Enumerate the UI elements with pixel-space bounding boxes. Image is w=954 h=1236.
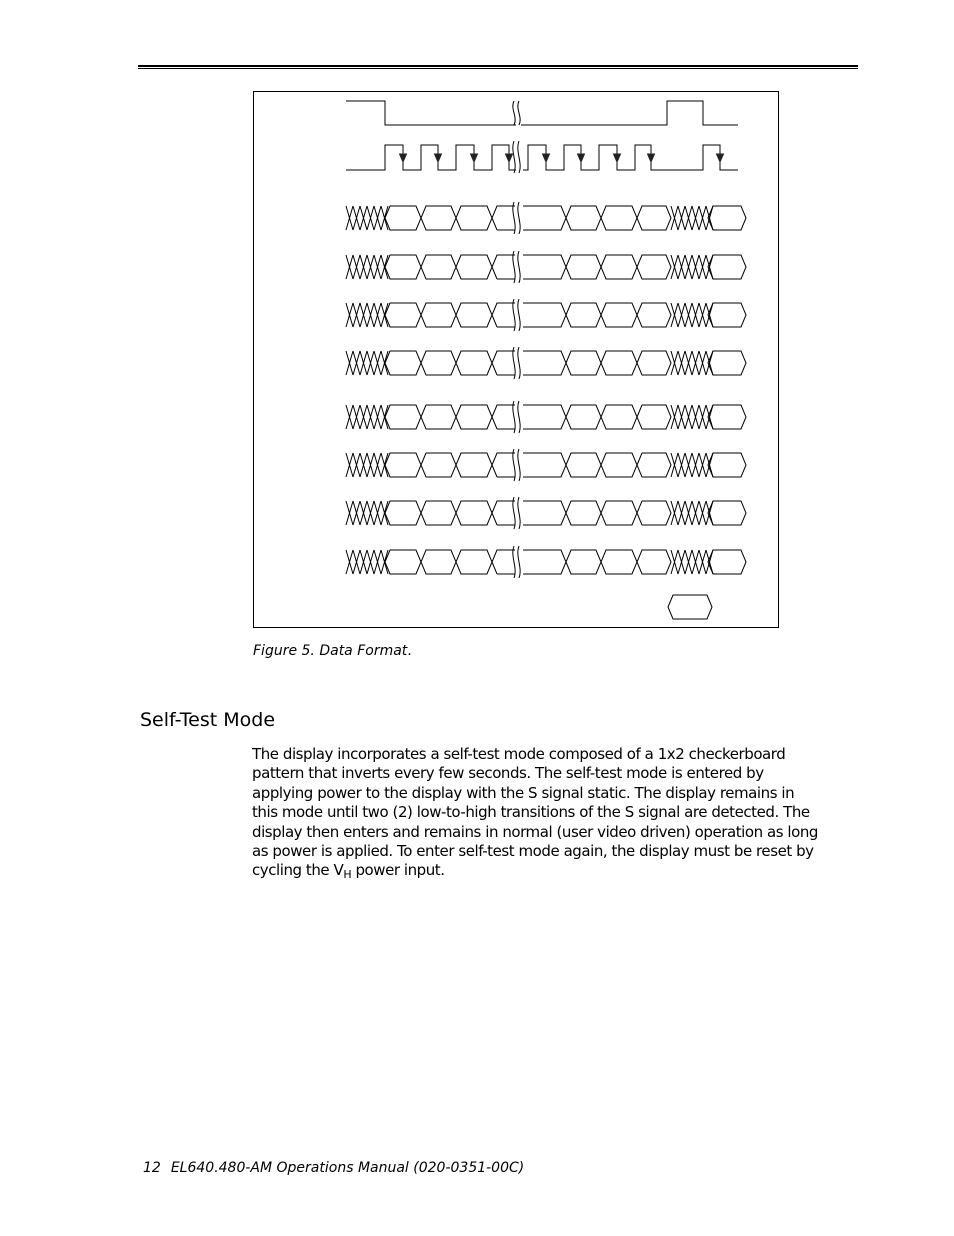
figure-caption-text: Figure 5. Data Format bbox=[253, 643, 408, 659]
bus-data-cell bbox=[637, 303, 671, 327]
bus-data-cell bbox=[566, 550, 601, 574]
bus-transition-hatch bbox=[360, 453, 367, 477]
signal-name-s: S bbox=[624, 803, 634, 822]
bus-transition-hatch bbox=[678, 453, 685, 477]
bus-transition-hatch bbox=[367, 206, 374, 230]
bus-data-cell bbox=[566, 453, 601, 477]
body-text-3: signal are detected. The display then enters and remains in normal (user video driven) operation as long as power is applied. To enter self-test mode again, the display must be reset by cycling the V bbox=[252, 803, 818, 880]
bus-transition-hatch bbox=[346, 206, 353, 230]
bus-data-cell bbox=[708, 303, 746, 327]
bus-transition-hatch bbox=[699, 405, 706, 429]
bus-transition-hatch bbox=[692, 453, 699, 477]
bus-transition-hatch bbox=[360, 351, 367, 375]
body-text-4: power input. bbox=[351, 861, 445, 880]
bus-data-cell bbox=[637, 550, 671, 574]
time-break-mark bbox=[518, 401, 520, 433]
body-paragraph bbox=[252, 745, 822, 881]
bus-data-cell bbox=[708, 405, 746, 429]
bus-transition-hatch bbox=[353, 501, 360, 525]
bus-transition-hatch bbox=[367, 255, 374, 279]
bus-transition-hatch bbox=[360, 303, 367, 327]
bus-data-cell bbox=[492, 453, 515, 477]
bus-data-cell bbox=[637, 206, 671, 230]
bus-transition-hatch bbox=[346, 501, 353, 525]
bus-data-cell bbox=[456, 351, 492, 375]
bus-transition-hatch bbox=[374, 405, 381, 429]
bus-data-cell bbox=[385, 351, 421, 375]
bus-data-cell bbox=[385, 501, 421, 525]
time-break-mark bbox=[518, 251, 520, 283]
bus-data-cell bbox=[523, 550, 566, 574]
bus-transition-hatch bbox=[678, 255, 685, 279]
bus-data-cell bbox=[566, 255, 601, 279]
bus-transition-hatch bbox=[678, 206, 685, 230]
bus-transition-hatch bbox=[699, 206, 706, 230]
bus-data-cell bbox=[456, 453, 492, 477]
bus-transition-hatch bbox=[685, 206, 692, 230]
bus-data-cell bbox=[523, 501, 566, 525]
bus-data-cell bbox=[492, 255, 515, 279]
time-break-mark bbox=[513, 401, 515, 433]
extra-bus-segment bbox=[668, 595, 712, 619]
bus-data-cell bbox=[385, 405, 421, 429]
bus-transition-hatch bbox=[671, 303, 678, 327]
bus-data-cell bbox=[668, 595, 712, 619]
bus-transition-hatch bbox=[360, 550, 367, 574]
bus-transition-hatch bbox=[671, 501, 678, 525]
bus-transition-hatch bbox=[346, 303, 353, 327]
data-bus-rows bbox=[346, 206, 746, 574]
bus-data-cell bbox=[385, 453, 421, 477]
time-break-mark bbox=[513, 141, 515, 173]
data-bus-row bbox=[346, 501, 746, 525]
bus-data-cell bbox=[523, 405, 566, 429]
bus-transition-hatch bbox=[353, 255, 360, 279]
time-break-mark bbox=[513, 546, 515, 578]
frame-signal-trace bbox=[346, 101, 738, 125]
bus-data-cell bbox=[421, 405, 456, 429]
bus-transition-hatch bbox=[353, 351, 360, 375]
time-break-mark bbox=[518, 347, 520, 379]
bus-data-cell bbox=[421, 351, 456, 375]
document-title: EL640.480-AM Operations Manual (020-0351-00C) bbox=[170, 1160, 525, 1176]
bus-transition-hatch bbox=[360, 405, 367, 429]
data-bus-row bbox=[346, 550, 746, 574]
time-break-mark bbox=[518, 449, 520, 481]
time-break-mark bbox=[518, 101, 520, 125]
bus-data-cell bbox=[492, 206, 515, 230]
bus-transition-hatch bbox=[671, 405, 678, 429]
bus-transition-hatch bbox=[353, 550, 360, 574]
bus-data-cell bbox=[523, 453, 566, 477]
time-break-mark bbox=[513, 347, 515, 379]
bus-data-cell bbox=[492, 501, 515, 525]
time-break-mark bbox=[518, 546, 520, 578]
bus-transition-hatch bbox=[346, 550, 353, 574]
bus-data-cell bbox=[637, 501, 671, 525]
time-break-mark bbox=[518, 141, 520, 173]
bus-data-cell bbox=[566, 501, 601, 525]
bus-transition-hatch bbox=[353, 206, 360, 230]
bus-data-cell bbox=[421, 453, 456, 477]
bus-data-cell bbox=[601, 303, 637, 327]
figure-caption bbox=[253, 643, 412, 659]
bus-transition-hatch bbox=[346, 405, 353, 429]
clock-edge-arrow bbox=[648, 154, 655, 162]
bus-transition-hatch bbox=[699, 501, 706, 525]
bus-transition-hatch bbox=[685, 351, 692, 375]
bus-transition-hatch bbox=[367, 453, 374, 477]
bus-data-cell bbox=[601, 255, 637, 279]
bus-transition-hatch bbox=[367, 501, 374, 525]
bus-transition-hatch bbox=[699, 453, 706, 477]
bus-data-cell bbox=[456, 303, 492, 327]
bus-data-cell bbox=[421, 550, 456, 574]
bus-transition-hatch bbox=[671, 255, 678, 279]
timing-diagram-frame bbox=[253, 91, 779, 628]
bus-transition-hatch bbox=[374, 351, 381, 375]
data-bus-row bbox=[346, 206, 746, 230]
bus-data-cell bbox=[601, 453, 637, 477]
time-break-mark bbox=[513, 202, 515, 234]
clock-edge-arrow bbox=[543, 154, 550, 162]
clock-edge-arrow bbox=[717, 154, 724, 162]
data-bus-row bbox=[346, 255, 746, 279]
bus-transition-hatch bbox=[678, 405, 685, 429]
bus-data-cell bbox=[492, 303, 515, 327]
bus-data-cell bbox=[492, 351, 515, 375]
bus-transition-hatch bbox=[346, 351, 353, 375]
time-break-mark bbox=[513, 497, 515, 529]
bus-transition-hatch bbox=[692, 255, 699, 279]
clock-edge-arrows bbox=[400, 154, 724, 162]
bus-transition-hatch bbox=[685, 501, 692, 525]
bus-data-cell bbox=[637, 255, 671, 279]
bus-transition-hatch bbox=[699, 351, 706, 375]
signal-name-s: S bbox=[528, 783, 538, 802]
bus-transition-hatch bbox=[692, 206, 699, 230]
bus-data-cell bbox=[456, 550, 492, 574]
bus-data-cell bbox=[456, 206, 492, 230]
section-heading: Self-Test Mode bbox=[140, 709, 276, 731]
bus-transition-hatch bbox=[685, 255, 692, 279]
bus-transition-hatch bbox=[692, 405, 699, 429]
bus-data-cell bbox=[523, 303, 566, 327]
clock-edge-arrow bbox=[435, 154, 442, 162]
bus-transition-hatch bbox=[678, 501, 685, 525]
bus-transition-hatch bbox=[692, 303, 699, 327]
bus-transition-hatch bbox=[685, 550, 692, 574]
time-break-mark bbox=[518, 299, 520, 331]
subscript-h: H bbox=[343, 868, 352, 882]
bus-data-cell bbox=[637, 405, 671, 429]
bus-data-cell bbox=[456, 405, 492, 429]
bus-transition-hatch bbox=[346, 453, 353, 477]
bus-transition-hatch bbox=[374, 303, 381, 327]
page-number: 12 bbox=[143, 1160, 161, 1176]
bus-transition-hatch bbox=[374, 501, 381, 525]
bus-data-cell bbox=[708, 351, 746, 375]
bus-data-cell bbox=[601, 206, 637, 230]
bus-data-cell bbox=[421, 501, 456, 525]
bus-data-cell bbox=[601, 405, 637, 429]
bus-transition-hatch bbox=[374, 550, 381, 574]
bus-data-cell bbox=[566, 303, 601, 327]
bus-transition-hatch bbox=[367, 303, 374, 327]
bus-data-cell bbox=[385, 206, 421, 230]
bus-transition-hatch bbox=[353, 303, 360, 327]
bus-data-cell bbox=[492, 550, 515, 574]
bus-data-cell bbox=[492, 405, 515, 429]
bus-data-cell bbox=[523, 255, 566, 279]
bus-data-cell bbox=[385, 550, 421, 574]
bus-data-cell bbox=[566, 351, 601, 375]
figure-caption-period: . bbox=[407, 643, 412, 659]
bus-transition-hatch bbox=[692, 501, 699, 525]
data-bus-row bbox=[346, 303, 746, 327]
bus-transition-hatch bbox=[353, 453, 360, 477]
bus-transition-hatch bbox=[374, 206, 381, 230]
bus-data-cell bbox=[708, 453, 746, 477]
time-break-mark bbox=[513, 299, 515, 331]
bus-transition-hatch bbox=[678, 550, 685, 574]
time-break-mark bbox=[513, 449, 515, 481]
bus-transition-hatch bbox=[353, 405, 360, 429]
bus-data-cell bbox=[456, 501, 492, 525]
bus-data-cell bbox=[456, 255, 492, 279]
time-break-mark bbox=[518, 202, 520, 234]
bus-transition-hatch bbox=[692, 351, 699, 375]
bus-transition-hatch bbox=[685, 453, 692, 477]
data-bus-row bbox=[346, 351, 746, 375]
bus-transition-hatch bbox=[374, 453, 381, 477]
bus-data-cell bbox=[601, 550, 637, 574]
bus-transition-hatch bbox=[367, 351, 374, 375]
bus-transition-hatch bbox=[692, 550, 699, 574]
bus-data-cell bbox=[385, 303, 421, 327]
bus-transition-hatch bbox=[346, 255, 353, 279]
bus-data-cell bbox=[637, 351, 671, 375]
bus-transition-hatch bbox=[360, 206, 367, 230]
bus-data-cell bbox=[601, 351, 637, 375]
frame-signal-line bbox=[346, 101, 738, 125]
bus-transition-hatch bbox=[671, 453, 678, 477]
bus-data-cell bbox=[421, 303, 456, 327]
bus-transition-hatch bbox=[360, 501, 367, 525]
bus-transition-hatch bbox=[685, 303, 692, 327]
time-break-mark bbox=[518, 497, 520, 529]
body-text-1: The display incorporates a self-test mode composed of a 1x2 checkerboard pattern that inverts every few seconds. The self-test mode is entered by applying power to the display with the bbox=[252, 745, 786, 802]
bus-transition-hatch bbox=[685, 405, 692, 429]
clock-edge-arrow bbox=[506, 154, 513, 162]
bus-data-cell bbox=[421, 255, 456, 279]
time-break-marks bbox=[513, 101, 520, 578]
bus-transition-hatch bbox=[678, 303, 685, 327]
bus-data-cell bbox=[566, 405, 601, 429]
body-text-2: signal static. The display remains in this mode until two (2) low-to-high transitions of the bbox=[252, 783, 795, 822]
timing-diagram bbox=[1, 1, 954, 1236]
bus-transition-hatch bbox=[367, 405, 374, 429]
data-bus-row bbox=[346, 453, 746, 477]
bus-transition-hatch bbox=[671, 550, 678, 574]
clock-edge-arrow bbox=[614, 154, 621, 162]
bus-transition-hatch bbox=[699, 550, 706, 574]
bus-transition-hatch bbox=[678, 351, 685, 375]
bus-data-cell bbox=[523, 206, 566, 230]
bus-data-cell bbox=[708, 550, 746, 574]
bus-data-cell bbox=[421, 206, 456, 230]
clock-edge-arrow bbox=[471, 154, 478, 162]
bus-transition-hatch bbox=[374, 255, 381, 279]
bus-transition-hatch bbox=[671, 206, 678, 230]
bus-transition-hatch bbox=[671, 351, 678, 375]
bus-transition-hatch bbox=[699, 303, 706, 327]
bus-transition-hatch bbox=[699, 255, 706, 279]
bus-data-cell bbox=[708, 206, 746, 230]
page-footer bbox=[143, 1160, 524, 1176]
time-break-mark bbox=[513, 251, 515, 283]
clock-edge-arrow bbox=[400, 154, 407, 162]
bus-data-cell bbox=[637, 453, 671, 477]
bus-transition-hatch bbox=[360, 255, 367, 279]
bus-data-cell bbox=[601, 501, 637, 525]
bus-data-cell bbox=[566, 206, 601, 230]
bus-data-cell bbox=[708, 255, 746, 279]
bus-transition-hatch bbox=[367, 550, 374, 574]
bus-data-cell bbox=[523, 351, 566, 375]
data-bus-row bbox=[346, 405, 746, 429]
bus-data-cell bbox=[708, 501, 746, 525]
time-break-mark bbox=[513, 101, 515, 125]
clock-edge-arrow bbox=[578, 154, 585, 162]
bus-data-cell bbox=[385, 255, 421, 279]
